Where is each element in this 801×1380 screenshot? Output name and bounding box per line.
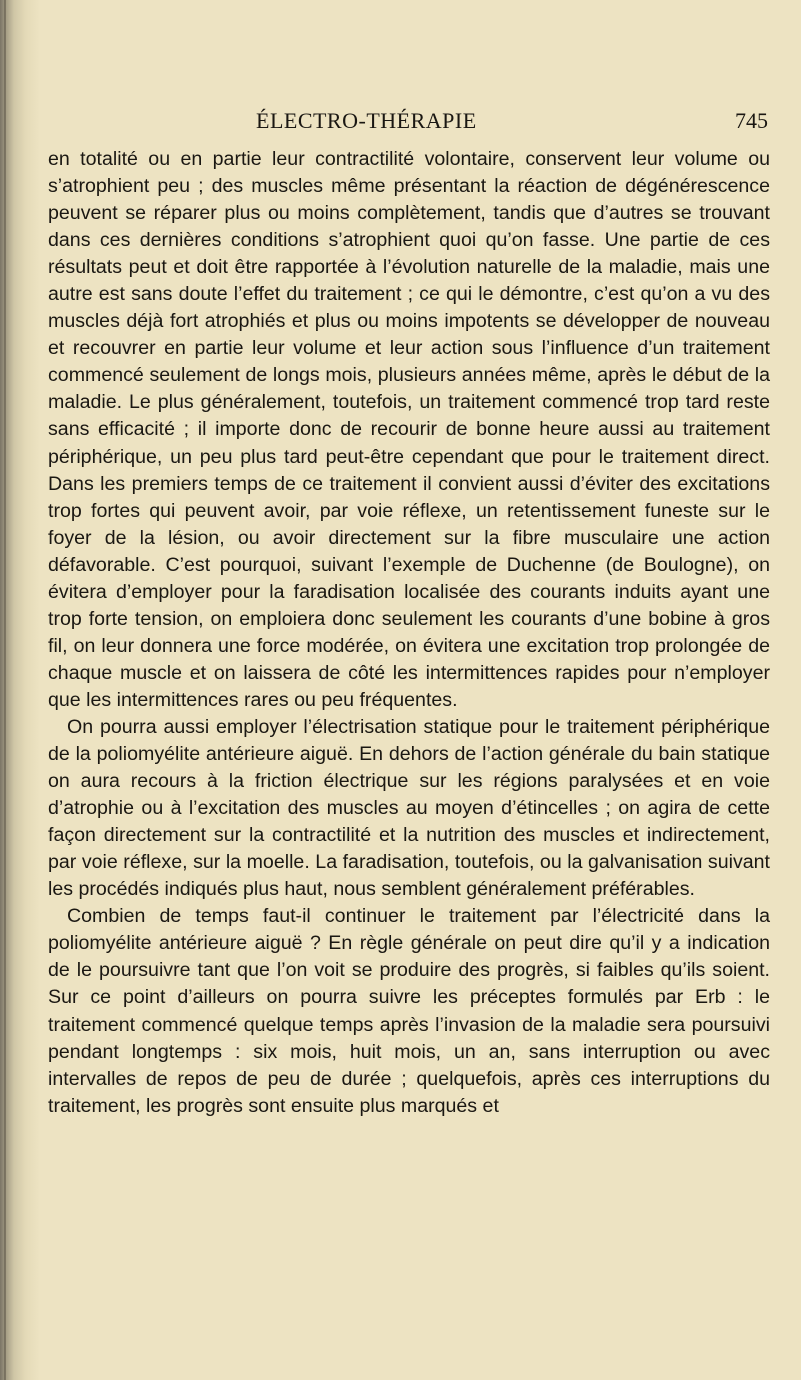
binding-shadow-line — [4, 0, 6, 1380]
running-header-title: ÉLECTRO-THÉRAPIE — [256, 108, 477, 133]
paragraph-3: Combien de temps faut-il continuer le traitement par l’électricité dans la poliomyélite antérieure aiguë ? En règle générale on peut dire qu’il y a indication de le poursuivre tant que l’on voit se produire des progrès, si faibles qu’ils soient. Sur ce point d’ailleurs on pourra suivre les préceptes formulés par Erb : le traitement commencé quelque temps après l’invasion de la maladie sera poursuivi pendant longtemps : six mois, huit mois, un an, sans interruption ou avec intervalles de repos de peu de durée ; quelquefois, après ces interruptions du traitement, les progrès sont ensuite plus marqués et — [48, 905, 770, 1117]
running-header — [48, 100, 770, 146]
text-body — [48, 146, 770, 1120]
paragraph-2: On pourra aussi employer l’électrisation statique pour le traitement périphérique de la poliomyélite antérieure aiguë. En dehors de l’action générale du bain statique on aura recours à la friction électrique sur les régions paralysées et en voie d’atrophie ou à l’excitation des muscles au moyen d’étincelles ; on agira de cette façon directement sur la contractilité et la nutrition des muscles et indirectement, par voie réflexe, sur la moelle. La faradisation, toutefois, ou la galvanisation suivant les procédés indiqués plus haut, nous semblent généralement préférables. — [48, 715, 770, 901]
paragraph-1: en totalité ou en partie leur contractilité volontaire, conservent leur volume ou s’atrophient peu ; des muscles même présentant la réaction de dégénérescence peuvent se réparer plus ou moins complètement, tandis que d’autres se trouvant dans ces dernières conditions s’atrophient quoi qu’on fasse. Une partie de ces résultats peut et doit être rapportée à l’évolution naturelle de la maladie, mais une autre est sans doute l’effet du traitement ; ce qui le démontre, c’est qu’on a vu des muscles déjà fort atrophiés et plus ou moins impotents se développer de nouveau et recouvrer en partie leur volume et leur action sous l’influence d’un traitement commencé seulement de longs mois, plusieurs années même, après le début de la maladie. Le plus généralement, toutefois, un traitement commencé trop tard reste sans efficacité ; il importe donc de recourir de bonne heure aussi au traitement périphérique, un peu plus tard peut-être cependant que pour le traitement direct. Dans les premiers temps de ce traitement il convient aussi d’éviter des excitations trop fortes qui peuvent avoir, par voie réflexe, un retentissement funeste sur le foyer de la lésion, ou avoir directement sur la fibre musculaire une action défavorable. C’est pourquoi, suivant l’exemple de Duchenne (de Boulogne), on évitera d’employer pour la faradisation localisée des courants induits ayant une trop forte tension, on emploiera donc seulement les courants d’une bobine à gros fil, on leur donnera une force modérée, on évitera une excitation trop prolongée de chaque muscle et on laissera de côté les intermittences rapides pour n’employer que les intermittences rares ou peu fréquentes. — [48, 148, 770, 711]
page-binding-edge — [0, 0, 40, 1380]
book-page — [48, 100, 770, 1120]
page-number: 745 — [735, 108, 768, 133]
